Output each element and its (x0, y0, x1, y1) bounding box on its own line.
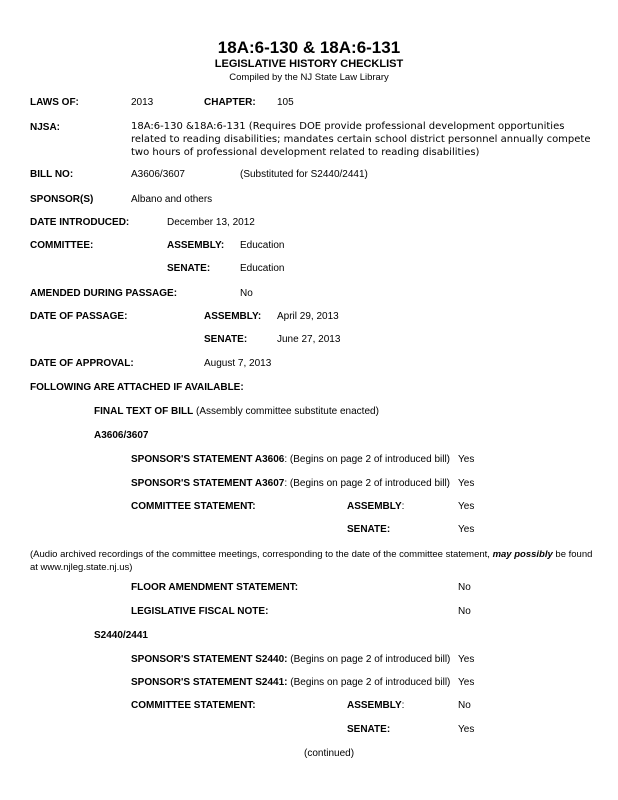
njsa-label: NJSA: (30, 122, 61, 133)
a-sponsor-statement-1-note: : (Begins on page 2 of introduced bill) (284, 454, 451, 465)
s-committee-assembly-value: No (458, 700, 471, 711)
a-sponsor-statement-2-value: Yes (458, 478, 475, 489)
fiscal-note-value: No (458, 606, 471, 617)
continued-note: (continued) (304, 748, 355, 759)
a-committee-assembly-label: ASSEMBLY (347, 501, 402, 512)
committee-senate-value: Education (240, 263, 285, 274)
final-text-note: (Assembly committee substitute enacted) (196, 406, 379, 417)
a-committee-assembly-colon: : (401, 501, 405, 512)
document-title: 18A:6-130 & 18A:6-131 (217, 38, 401, 57)
a-sponsor-statement-1-value: Yes (458, 454, 475, 465)
passage-senate-label: SENATE: (204, 334, 248, 345)
committee-label: COMMITTEE: (30, 240, 94, 251)
committee-assembly-label: ASSEMBLY: (167, 240, 225, 251)
amended-label: AMENDED DURING PASSAGE: (30, 288, 178, 299)
laws-of-label: LAWS OF: (30, 97, 79, 108)
njsa-description: 18A:6-130 &18A:6-131 (Requires DOE provide professional development opportunities related to reading disabilities; mandates certain school district personnel annually compete two hours of professional development related to reading disabilities) (131, 121, 591, 158)
s-sponsor-statement-2-label: SPONSOR'S STATEMENT S2441: (131, 677, 288, 688)
date-of-approval-value: August 7, 2013 (204, 358, 272, 369)
date-of-passage-label: DATE OF PASSAGE: (30, 311, 128, 322)
s-committee-assembly-colon: : (401, 700, 405, 711)
s-sponsor-statement-1-note: (Begins on page 2 of introduced bill) (287, 654, 451, 665)
compiled-by: Compiled by the NJ State Law Library (229, 72, 389, 83)
sponsors-value: Albano and others (131, 194, 213, 205)
a-sponsor-statement-2-label: SPONSOR'S STATEMENT A3607 (131, 478, 285, 489)
a-committee-senate-value: Yes (458, 524, 475, 535)
attached-heading: FOLLOWING ARE ATTACHED IF AVAILABLE: (30, 382, 244, 393)
s-sponsor-statement-2-note: (Begins on page 2 of introduced bill) (287, 677, 451, 688)
a-sponsor-statement-1 (131, 454, 450, 465)
date-introduced-label: DATE INTRODUCED: (30, 217, 130, 228)
s-bill-heading: S2440/2441 (94, 630, 148, 641)
s-sponsor-statement-2 (131, 677, 450, 688)
a-committee-statement-label: COMMITTEE STATEMENT: (131, 501, 256, 512)
document-subtitle: LEGISLATIVE HISTORY CHECKLIST (214, 58, 404, 70)
bill-substituted-note: (Substituted for S2440/2441) (240, 169, 368, 180)
passage-assembly-label: ASSEMBLY: (204, 311, 262, 322)
date-introduced-value: December 13, 2012 (167, 217, 255, 228)
amended-value: No (240, 288, 253, 299)
floor-amendment-label: FLOOR AMENDMENT STATEMENT: (131, 582, 299, 593)
passage-assembly-value: April 29, 2013 (277, 311, 339, 322)
fiscal-note-label: LEGISLATIVE FISCAL NOTE: (131, 606, 269, 617)
committee-assembly-value: Education (240, 240, 285, 251)
a-committee-assembly-value: Yes (458, 501, 475, 512)
a-sponsor-statement-2-note: : (Begins on page 2 of introduced bill) (284, 478, 451, 489)
s-sponsor-statement-1 (131, 654, 450, 665)
audio-note-before: (Audio archived recordings of the committee meetings, corresponding to the date of the committee statement, (30, 549, 493, 560)
final-text-label: FINAL TEXT OF BILL (94, 406, 194, 417)
laws-of-value: 2013 (131, 97, 154, 108)
s-sponsor-statement-2-value: Yes (458, 677, 475, 688)
s-sponsor-statement-1-value: Yes (458, 654, 475, 665)
s-committee-statement-label: COMMITTEE STATEMENT: (131, 700, 256, 711)
s-committee-senate-value: Yes (458, 724, 475, 735)
chapter-label: CHAPTER: (204, 97, 256, 108)
date-of-approval-label: DATE OF APPROVAL: (30, 358, 134, 369)
a-sponsor-statement-2 (131, 478, 450, 489)
chapter-value: 105 (277, 97, 294, 108)
a-committee-senate-label: SENATE: (347, 524, 391, 535)
audio-note-emphasis: may possibly (492, 549, 553, 560)
s-committee-assembly-label: ASSEMBLY (347, 700, 402, 711)
bill-no-value: A3606/3607 (131, 169, 185, 180)
a-committee-assembly (347, 501, 404, 512)
s-sponsor-statement-1-label: SPONSOR'S STATEMENT S2440: (131, 654, 288, 665)
sponsors-label: SPONSOR(S) (30, 194, 94, 205)
a-sponsor-statement-1-label: SPONSOR'S STATEMENT A3606 (131, 454, 285, 465)
bill-no-label: BILL NO: (30, 169, 74, 180)
committee-senate-label: SENATE: (167, 263, 211, 274)
s-committee-senate-label: SENATE: (347, 724, 391, 735)
audio-note-after: be found at www.njleg.state.nj.us) (30, 549, 593, 573)
audio-archive-note (30, 548, 600, 574)
s-committee-assembly (347, 700, 404, 711)
floor-amendment-value: No (458, 582, 471, 593)
passage-senate-value: June 27, 2013 (277, 334, 341, 345)
final-text-line (94, 406, 379, 417)
a-bill-heading: A3606/3607 (94, 430, 149, 441)
